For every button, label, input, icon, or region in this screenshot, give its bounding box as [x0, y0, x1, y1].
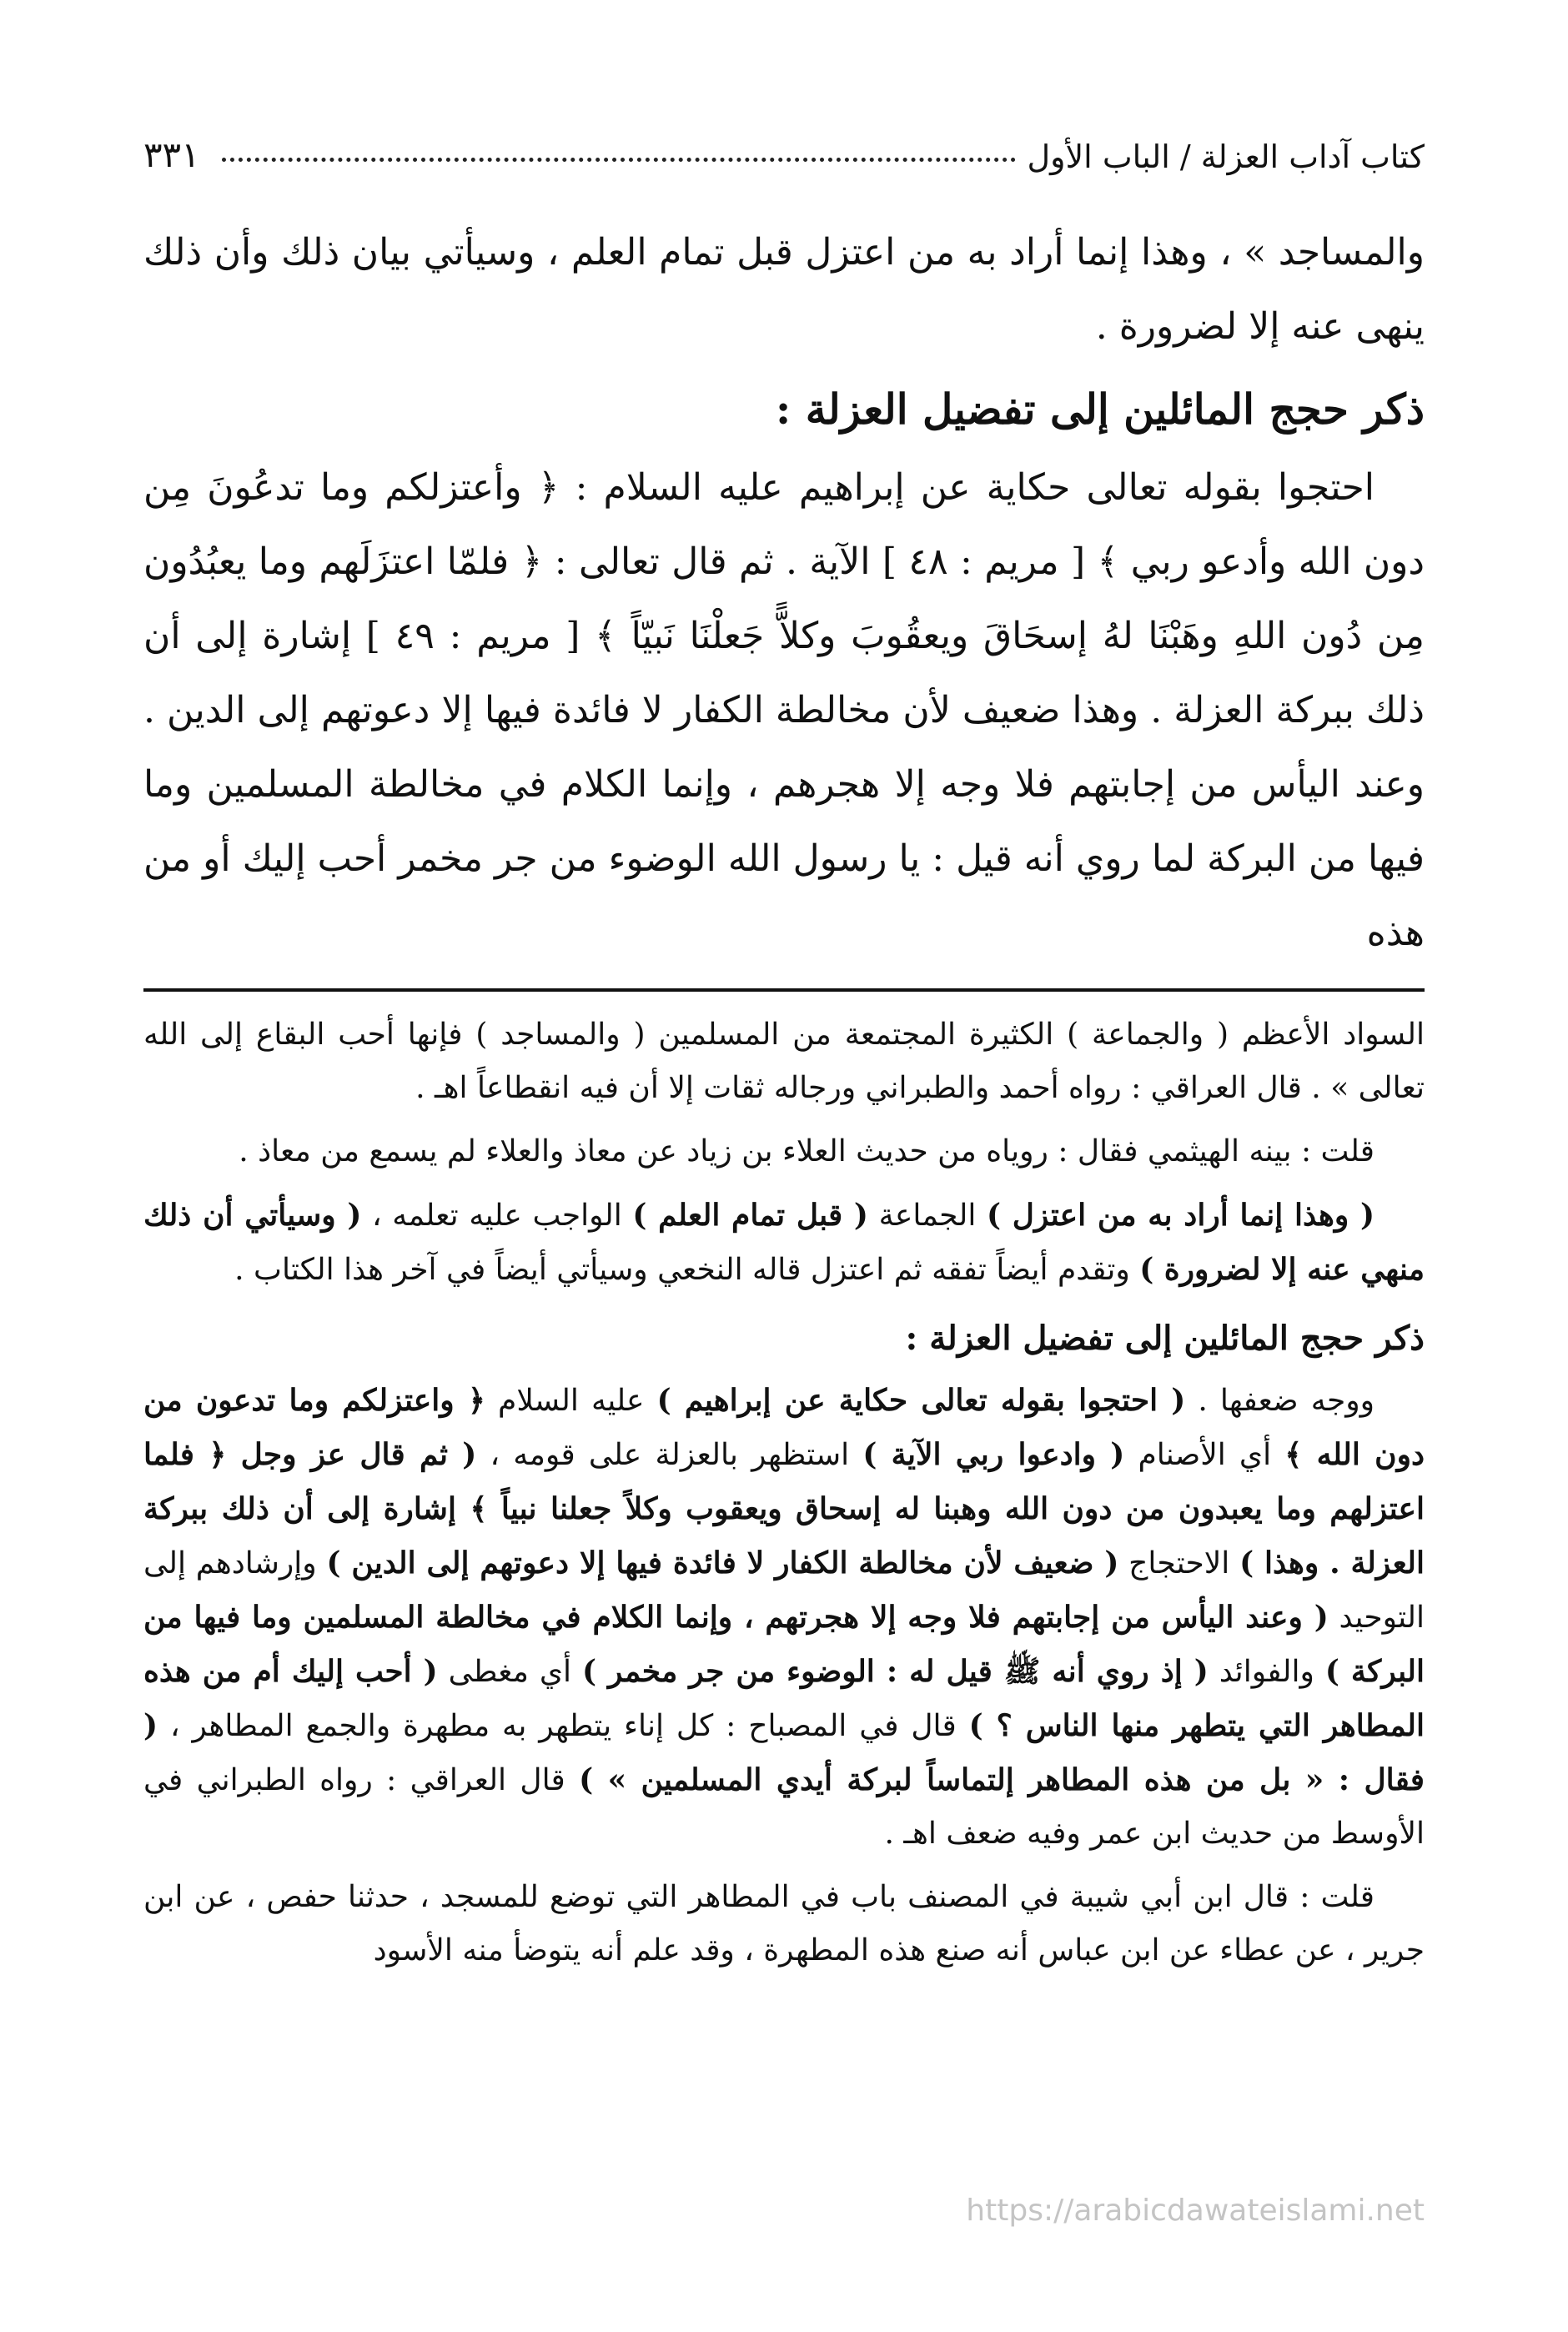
quoted-text: ( ثم قال عز وجل ﴿ فلما اعتزلهم وما يعبدون من دون الله وهبنا له إسحاق ويعقوب وكلاً جعلنا نبياً ﴾ إشارة إلى أن ذلك ببركة العزلة . وهذا ) — [143, 1437, 1425, 1581]
quoted-text: ( وسيأتي أن ذلك منهي عنه إلا لضرورة ) — [143, 1198, 1425, 1287]
page-number: ٣٣١ — [143, 134, 200, 175]
quoted-text: ( وعند اليأس من إجابتهم فلا وجه إلا هجرتهم ، وإنما الكلام في مخالطة المسلمين وما فيها من البركة ) — [143, 1600, 1425, 1689]
running-header-title: كتاب آداب العزلة / الباب الأول — [1027, 138, 1425, 175]
quoted-text: ( إذ روي أنه ﷺ قيل له : الوضوء من جر مخمر ) — [581, 1654, 1209, 1689]
commentary-text: الجماعة — [867, 1199, 987, 1233]
quoted-text: ( وهذا إنما أراد به من اعتزل ) — [987, 1198, 1375, 1233]
section-heading: ذكر حجج المائلين إلى تفضيل العزلة : — [775, 384, 1425, 434]
quoted-text: ( وادعوا ربي الآية ) — [862, 1437, 1125, 1472]
commentary-text: قال في المصباح : كل إناء يتطهر به مطهرة والجمع المطاهر ، — [158, 1709, 969, 1743]
commentary-text: عليه السلام — [485, 1384, 657, 1418]
watermark-url: https://arabicdawateislami.net — [966, 2194, 1425, 2228]
commentary-paragraph-4 — [143, 1374, 1425, 1861]
commentary-text: والفوائد — [1208, 1655, 1325, 1689]
commentary-text: استظهر بالعزلة على قومه ، — [476, 1438, 863, 1472]
quoted-text: ( ضعيف لأن مخالطة الكفار لا فائدة فيها إلا دعوتهم إلى الدين ) — [326, 1545, 1119, 1581]
commentary-text: أي مغطى — [437, 1655, 582, 1689]
commentary-paragraph-3 — [143, 1189, 1425, 1297]
header-dot-leader — [222, 158, 1016, 162]
commentary-text: قال العراقي : رواه الطبراني في الأوسط من حديث ابن عمر وفيه ضعف اهـ . — [143, 1763, 1425, 1851]
commentary-text: أي الأصنام — [1124, 1438, 1285, 1472]
quoted-text: ( فقال : « بل من هذه المطاهر إلتماساً لبركة أيدي المسلمين » ) — [143, 1708, 1425, 1797]
main-paragraph-1: والمساجد » ، وهذا إنما أراد به من اعتزل قبل تمام العلم ، وسيأتي بيان ذلك وأن ذلك ينهى عنه إلا لضرورة . — [143, 231, 1425, 348]
commentary-text: ووجه ضعفها . — [1185, 1384, 1375, 1418]
commentary-text: الواجب عليه تعلمه ، — [361, 1199, 633, 1233]
page-body — [143, 215, 1425, 1988]
quoted-text: ( احتجوا بقوله تعالى حكاية عن إبراهيم ) — [656, 1383, 1186, 1418]
commentary-text: وإرشادهم إلى التوحيد — [143, 1546, 1425, 1635]
main-paragraph-2: احتجوا بقوله تعالى حكاية عن إبراهيم عليه السلام : ﴿ وأعتزلكم وما تدعُونَ مِن دون الله وأدعو ربي ﴾ [ مريم : ٤٨ ] الآية . ثم قال تعالى : ﴿ فلمّا اعتزَلَهم وما يعبُدُون مِن دُون اللهِ وهَبْنَا لهُ إسحَاقَ ويعقُوبَ وكلاًّ جَعلْنَا نَبيّاً ﴾ [ مريم : ٤٩ ] إشارة إلى أن ذلك ببركة العزلة . وهذا ضعيف لأن مخالطة الكفار لا فائدة فيها إلا دعوتهم إلى الدين . وعند اليأس من إجابتهم فلا وجه إلا هجرهم ، وإنما الكلام في مخالطة المسلمين وما فيها من البركة لما روي أنه قيل : يا رسول الله الوضوء من جر مخمر أحب إليك أو من هذه — [143, 466, 1425, 954]
commentary-text: الاحتجاج — [1118, 1546, 1240, 1581]
commentary-text: وتقدم أيضاً تفقه ثم اعتزل قاله النخعي وسيأتي أيضاً في آخر هذا الكتاب . — [234, 1253, 1140, 1287]
commentary-paragraph-1: السواد الأعظم ( والجماعة ) الكثيرة المجتمعة من المسلمين ( والمساجد ) فإنها أحب البقاع إلى الله تعالى » . قال العراقي : رواه أحمد والطبراني ورجاله ثقات إلا أن فيه انقطاعاً اهـ . — [143, 1018, 1425, 1105]
commentary-heading: ذكر حجج المائلين إلى تفضيل العزلة : — [905, 1319, 1425, 1358]
running-header — [143, 117, 1425, 175]
quoted-text: ﴿ واعتزلكم وما تدعون من دون الله ﴾ — [143, 1383, 1425, 1472]
commentary-paragraph-5: قلت : قال ابن أبي شيبة في المصنف باب في المطاهر التي توضع للمسجد ، حدثنا حفص ، عن ابن جرير ، عن عطاء عن ابن عباس أنه صنع هذه المطهرة ، وقد علم أنه يتوضأ منه الأسود — [143, 1880, 1425, 1968]
commentary-paragraph-2: قلت : بينه الهيثمي فقال : روياه من حديث العلاء بن زياد عن معاذ والعلاء لم يسمع من معاذ . — [239, 1134, 1375, 1169]
footnote-separator — [143, 988, 1425, 992]
quoted-text: ( قبل تمام العلم ) — [632, 1198, 868, 1233]
quoted-text: ( أحب إليك أم من هذه المطاهر التي يتطهر منها الناس ؟ ) — [143, 1654, 1425, 1743]
